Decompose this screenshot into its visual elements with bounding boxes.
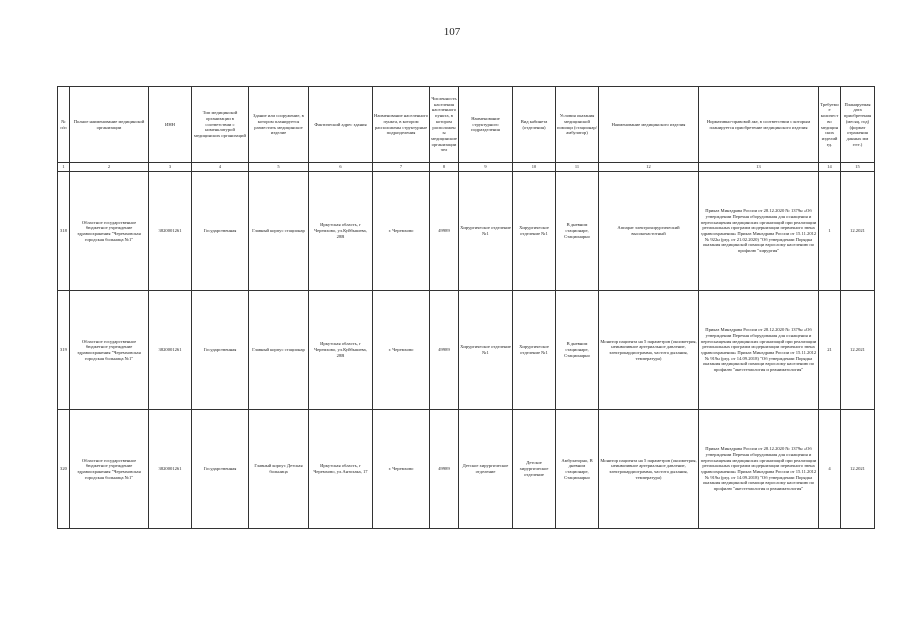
cell-population: 49989 [430, 410, 459, 529]
cell-device: Монитор пациента на 5 параметров (оксиметрия, неинвазивное артериальное давление, электрокардиограмма, частота дыхания, температура) [599, 291, 699, 410]
header-inn: ИНН [149, 87, 192, 163]
cell-unit: Хирургическое отделение №1 [459, 172, 513, 291]
cell-locality: г. Черемхово [373, 291, 430, 410]
header-cabinet: Вид кабинета (отделения) [513, 87, 556, 163]
cell-num: 318 [58, 172, 70, 291]
cell-population: 49989 [430, 291, 459, 410]
cell-date: 12.2021 [841, 172, 875, 291]
cell-address: Иркутская область, г Черемхово, ул.Антохака, 17 [309, 410, 373, 529]
cell-quantity: 4 [819, 410, 841, 529]
cell-num: 320 [58, 410, 70, 529]
table-row [58, 291, 875, 410]
header-device: Наименование медицинского изделия [599, 87, 699, 163]
cell-inn: 3820001261 [149, 291, 192, 410]
cell-cabinet: Хирургическое отделение №1 [513, 172, 556, 291]
cell-legal: Приказ Минздрава России от 28.12.2020 № 1379н «Об утверждении Перечня оборудования для оснащения и переоснащения медицинских организаций при реализации региональных программ модернизации первичного звена здравоохранения» Приказ Минздрава России от 15.11.2012 № 922н (ред. от 21.02.2020) "Об утверждении Порядка оказания медицинской помощи взрослому населению по профилю "хирургия" [699, 172, 819, 291]
cell-locality: г. Черемхово [373, 172, 430, 291]
header-type: Тип медицинской организации в соответствии с номенклатурой медицинских организаций [192, 87, 249, 163]
cell-quantity: 1 [819, 172, 841, 291]
header-population: Численность населения населенного пункта, в котором расположены медицинские организации чел [430, 87, 459, 163]
header-date: Планируемая дата приобретения (месяц, год) (формат отражения данных мм гггг.) [841, 87, 875, 163]
header-unit: Наименование структурного подразделения [459, 87, 513, 163]
header-row [58, 87, 875, 163]
column-number: 11 [556, 163, 599, 172]
cell-num: 319 [58, 291, 70, 410]
cell-legal: Приказ Минздрава России от 28.12.2020 № 1379н «Об утверждении Перечня оборудования для оснащения и переоснащения медицинских организаций при реализации региональных программ модернизации первичного звена здравоохранения» Приказ Минздрава России от 15.11.2012 № 919н (ред. от 14.09.2018) "Об утверждении Порядка оказания медицинской помощи взрослому населению по профилю "анестезиология и реаниматология" [699, 291, 819, 410]
equipment-table [57, 86, 875, 529]
cell-quantity: 21 [819, 291, 841, 410]
header-legal: Нормативно-правовой акт, в соответствии с которым планируется приобретение медицинского изделия [699, 87, 819, 163]
cell-conditions: Амбулаторно, В дневном стационаре, Стационарно [556, 410, 599, 529]
cell-org: Областное государственное бюджетное учреждение здравоохранения "Черемховская городская больница №1" [70, 172, 149, 291]
cell-unit: Хирургическое отделение №1 [459, 291, 513, 410]
column-number: 9 [459, 163, 513, 172]
page-number: 107 [443, 26, 461, 38]
cell-cabinet: Хирургическое отделение №1 [513, 291, 556, 410]
cell-building: Главный корпус стационар [249, 172, 309, 291]
column-number-row [58, 163, 875, 172]
header-address: Фактический адрес здания [309, 87, 373, 163]
column-number: 2 [70, 163, 149, 172]
cell-inn: 3820001261 [149, 410, 192, 529]
header-locality: Наименование населенного пункта, в котором расположены структурные подразделения [373, 87, 430, 163]
cell-device: Аппарат электрохирургический высокочастотный [599, 172, 699, 291]
cell-date: 12.2021 [841, 291, 875, 410]
header-org: Полное наименование медицинской организации [70, 87, 149, 163]
column-number: 10 [513, 163, 556, 172]
cell-unit: Детское хирургическое отделение [459, 410, 513, 529]
cell-date: 12.2021 [841, 410, 875, 529]
column-number: 4 [192, 163, 249, 172]
cell-legal: Приказ Минздрава России от 28.12.2020 № 1379н «Об утверждении Перечня оборудования для оснащения и переоснащения медицинских организаций при реализации региональных программ модернизации первичного звена здравоохранения» Приказ Минздрава России от 15.11.2012 № 919н (ред. от 14.09.2018) "Об утверждении Порядка оказания медицинской помощи взрослому населению по профилю "анестезиология и реаниматология" [699, 410, 819, 529]
header-building: Здание или сооружение, в котором планируется разместить медицинское изделие [249, 87, 309, 163]
cell-conditions: В дневном стационаре, Стационарно [556, 172, 599, 291]
column-number: 6 [309, 163, 373, 172]
cell-org: Областное государственное бюджетное учреждение здравоохранения "Черемховская городская больница №1" [70, 410, 149, 529]
column-number: 1 [58, 163, 70, 172]
column-number: 5 [249, 163, 309, 172]
header-num: № п/п [58, 87, 70, 163]
table-row [58, 172, 875, 291]
column-number: 15 [841, 163, 875, 172]
cell-conditions: В дневном стационаре, Стационарно [556, 291, 599, 410]
cell-address: Иркутская область, г Черемхово, ул.Куйбышева, 28В [309, 291, 373, 410]
column-number: 14 [819, 163, 841, 172]
cell-inn: 3820001261 [149, 172, 192, 291]
cell-building: Главный корпус Детская больница [249, 410, 309, 529]
cell-cabinet: Детское хирургическое отделение [513, 410, 556, 529]
header-conditions: Условия оказания медицинской помощи (стационар/амбулатор) [556, 87, 599, 163]
cell-population: 49989 [430, 172, 459, 291]
header-quantity: Требуемое количество медицинских изделий ед. [819, 87, 841, 163]
cell-type: Государственная [192, 410, 249, 529]
column-number: 8 [430, 163, 459, 172]
column-number: 3 [149, 163, 192, 172]
column-number: 13 [699, 163, 819, 172]
cell-device: Монитор пациента на 5 параметров (оксиметрия, неинвазивное артериальное давление, электрокардиограмма, частота дыхания, температура) [599, 410, 699, 529]
cell-address: Иркутская область, г Черемхово, ул.Куйбышева, 28В [309, 172, 373, 291]
cell-building: Главный корпус стационар [249, 291, 309, 410]
table-row [58, 410, 875, 529]
cell-locality: г. Черемхово [373, 410, 430, 529]
cell-type: Государственная [192, 291, 249, 410]
cell-org: Областное государственное бюджетное учреждение здравоохранения "Черемховская городская больница №1" [70, 291, 149, 410]
cell-type: Государственная [192, 172, 249, 291]
column-number: 12 [599, 163, 699, 172]
column-number: 7 [373, 163, 430, 172]
